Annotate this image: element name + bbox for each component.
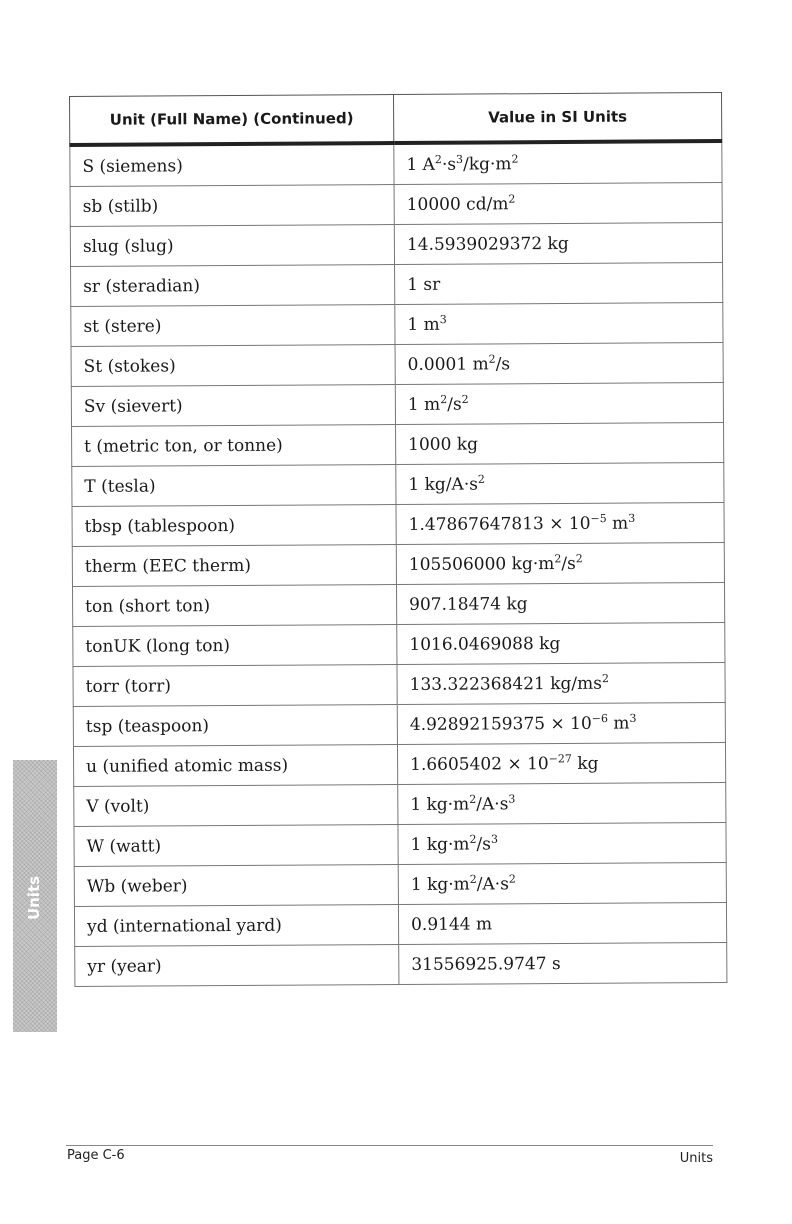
table-row <box>70 141 722 186</box>
si-value-cell: 14.5939029372 kg <box>394 223 722 265</box>
unit-name-cell: t (metric ton, or tonne) <box>72 425 396 467</box>
table-row <box>72 583 724 627</box>
unit-name-cell: st (stere) <box>71 305 395 347</box>
unit-name-cell: Sv (sievert) <box>71 385 395 427</box>
table-row <box>70 223 722 267</box>
table-row <box>74 862 726 906</box>
table-row <box>74 783 726 827</box>
si-value-cell: 1 $A^2\cdot s^3/kg\cdot m^2$ <box>394 141 722 185</box>
footer-rule <box>66 1145 713 1146</box>
table-header-row <box>70 93 722 145</box>
table-body <box>70 141 727 986</box>
unit-name-cell: sr (steradian) <box>71 265 395 307</box>
units-table <box>69 92 727 987</box>
unit-name-cell: tsp (teaspoon) <box>73 705 397 747</box>
table-row <box>72 423 724 467</box>
table-row <box>71 343 723 387</box>
unit-name-cell: V (volt) <box>74 785 398 827</box>
si-value-cell: $4.92892159375 \times 10^{-6}$ $m^3$ <box>397 703 725 745</box>
si-value-cell: 0.0001 $m^2/s$ <box>395 343 723 385</box>
unit-name-cell: T (tesla) <box>72 465 396 507</box>
table-row <box>71 263 723 307</box>
table-row <box>73 703 725 747</box>
table-row <box>72 503 724 547</box>
side-tab-text: Units <box>25 875 44 921</box>
unit-name-cell: Wb (weber) <box>74 865 398 907</box>
unit-name-cell: S (siemens) <box>70 143 394 186</box>
si-value-cell: $1.6605402 \times 10^{-27}$ kg <box>397 743 725 785</box>
unit-name-cell: tbsp (tablespoon) <box>72 505 396 547</box>
table-row <box>71 303 723 347</box>
section-name: Units <box>679 1151 713 1166</box>
table-row <box>72 463 724 507</box>
si-value-cell: 1000 kg <box>396 423 724 465</box>
unit-name-cell: W (watt) <box>74 825 398 867</box>
si-value-cell: 1 $m^3$ <box>395 303 723 345</box>
si-value-cell: 1 $kg/A\cdot s^2$ <box>396 463 724 505</box>
unit-name-cell: slug (slug) <box>70 225 394 267</box>
unit-name-cell: torr (torr) <box>73 665 397 707</box>
table-row <box>73 623 725 667</box>
table-row <box>73 663 725 707</box>
si-value-cell: 907.18474 kg <box>396 583 724 625</box>
table-row <box>75 942 727 986</box>
unit-name-cell: tonUK (long ton) <box>73 625 397 667</box>
si-value-cell: 1 $kg\cdot m^2/s^3$ <box>398 823 726 865</box>
si-value-cell: 1 $m^2/s^2$ <box>395 383 723 425</box>
table-row <box>70 183 722 227</box>
unit-name-cell: therm (EEC therm) <box>72 545 396 587</box>
si-value-cell: 1 $kg\cdot m^2/A\cdot s^3$ <box>398 783 726 825</box>
table-row <box>74 902 726 946</box>
si-value-cell: 10000 $cd/m^2$ <box>394 183 722 225</box>
unit-name-cell: St (stokes) <box>71 345 395 387</box>
table-row <box>71 383 723 427</box>
column-header-unit: Unit (Full Name) (Continued) <box>70 95 394 145</box>
unit-name-cell: ton (short ton) <box>72 585 396 627</box>
si-value-cell: 1 $kg\cdot m^2/A\cdot s^2$ <box>398 862 726 904</box>
si-value-cell: 133.322368421 $kg/ms^2$ <box>397 663 725 705</box>
unit-name-cell: u (unified atomic mass) <box>73 745 397 787</box>
si-value-cell: 0.9144 m <box>398 902 726 944</box>
side-tab-label <box>22 868 46 928</box>
si-value-cell: 31556925.9747 s <box>399 942 727 984</box>
si-value-cell: $1.47867647813 \times 10^{-5}$ $m^3$ <box>396 503 724 545</box>
table-row <box>72 543 724 587</box>
page-number: Page C-6 <box>67 1148 125 1163</box>
unit-name-cell: yr (year) <box>75 945 399 987</box>
si-value-cell: 105506000 $kg\cdot m^2/s^2$ <box>396 543 724 585</box>
si-value-cell: 1016.0469088 kg <box>397 623 725 665</box>
si-value-cell: 1 sr <box>395 263 723 305</box>
unit-name-cell: yd (international yard) <box>74 905 398 947</box>
unit-name-cell: sb (stilb) <box>70 185 394 227</box>
table-row <box>74 823 726 867</box>
table-row <box>73 743 725 787</box>
column-header-value: Value in SI Units <box>393 93 721 144</box>
